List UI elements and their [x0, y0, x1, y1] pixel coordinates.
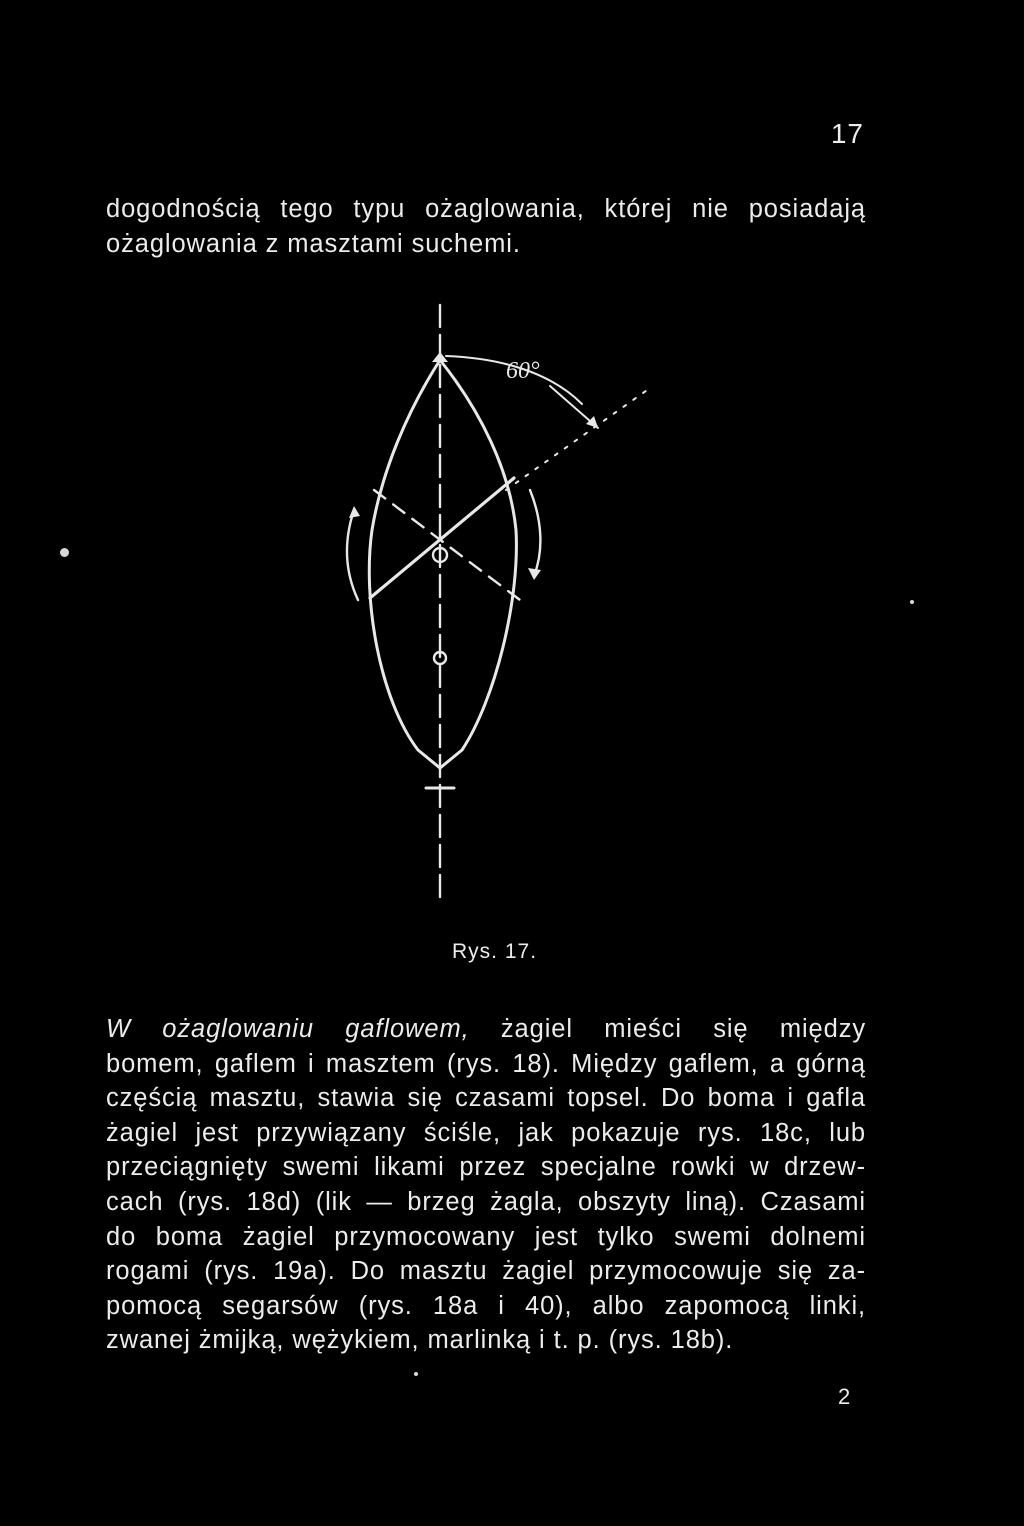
arrow-icon — [528, 568, 541, 580]
speck-mark — [60, 548, 69, 557]
hull-outline — [369, 360, 516, 768]
text-line — [106, 1012, 866, 1047]
figure-caption: Rys. 17. — [452, 940, 538, 963]
sail-diagram — [330, 300, 690, 920]
text-line: dogodnością tego typu ożaglowania, której nie posiadają — [106, 195, 866, 223]
text-line: zwanej żmijką, wężykiem, marlinką i t. p. (rys. 18b). — [106, 1326, 734, 1355]
text-line: żagiel jest przywiązany ściśle, jak pokazuje rys. 18c, lub — [106, 1118, 866, 1147]
speck-mark — [414, 1372, 418, 1376]
text-line: ożaglowania z masztami suchemi. — [106, 229, 521, 258]
text-fragment: żagiel mieści się między — [469, 1015, 866, 1043]
signature-mark: 2 — [838, 1384, 851, 1409]
text-line: pomocą segarsów (rys. 18a i 40), albo zapomocą linki, — [106, 1291, 866, 1320]
figure-sail-diagram — [330, 300, 690, 920]
text-line: do boma żagiel przymocowany jest tylko swemi dolnemi — [106, 1222, 866, 1251]
text-line: cach (rys. 18d) (lik — brzeg żagla, obszyty liną). Czasami — [106, 1187, 866, 1216]
wind-direction-line — [506, 388, 650, 490]
text-line: przeciągnięty swemi likami przez specjalne rowki w drzew- — [106, 1153, 866, 1182]
page-number: 17 — [830, 118, 864, 149]
left-rotation-arc — [347, 510, 358, 600]
text-line: rogami (rys. 19a). Do masztu żagiel przymocowuje się za- — [106, 1257, 866, 1286]
right-rotation-arc — [530, 490, 540, 576]
paragraph-top — [106, 192, 866, 261]
text-line: częścią masztu, stawia się czasami topsel. Do boma i gafla — [106, 1084, 866, 1113]
arrow-icon — [349, 506, 360, 518]
bow-arrow-icon — [432, 352, 448, 362]
italic-term: W ożaglowaniu gaflowem, — [106, 1015, 470, 1043]
paragraph-main — [106, 1012, 866, 1358]
boom-opposite-line — [374, 490, 520, 600]
angle-label: 60° — [506, 358, 540, 384]
text-line: bomem, gaflem i masztem (rys. 18). Między gaflem, a górną — [106, 1049, 866, 1078]
speck-mark — [910, 600, 914, 604]
